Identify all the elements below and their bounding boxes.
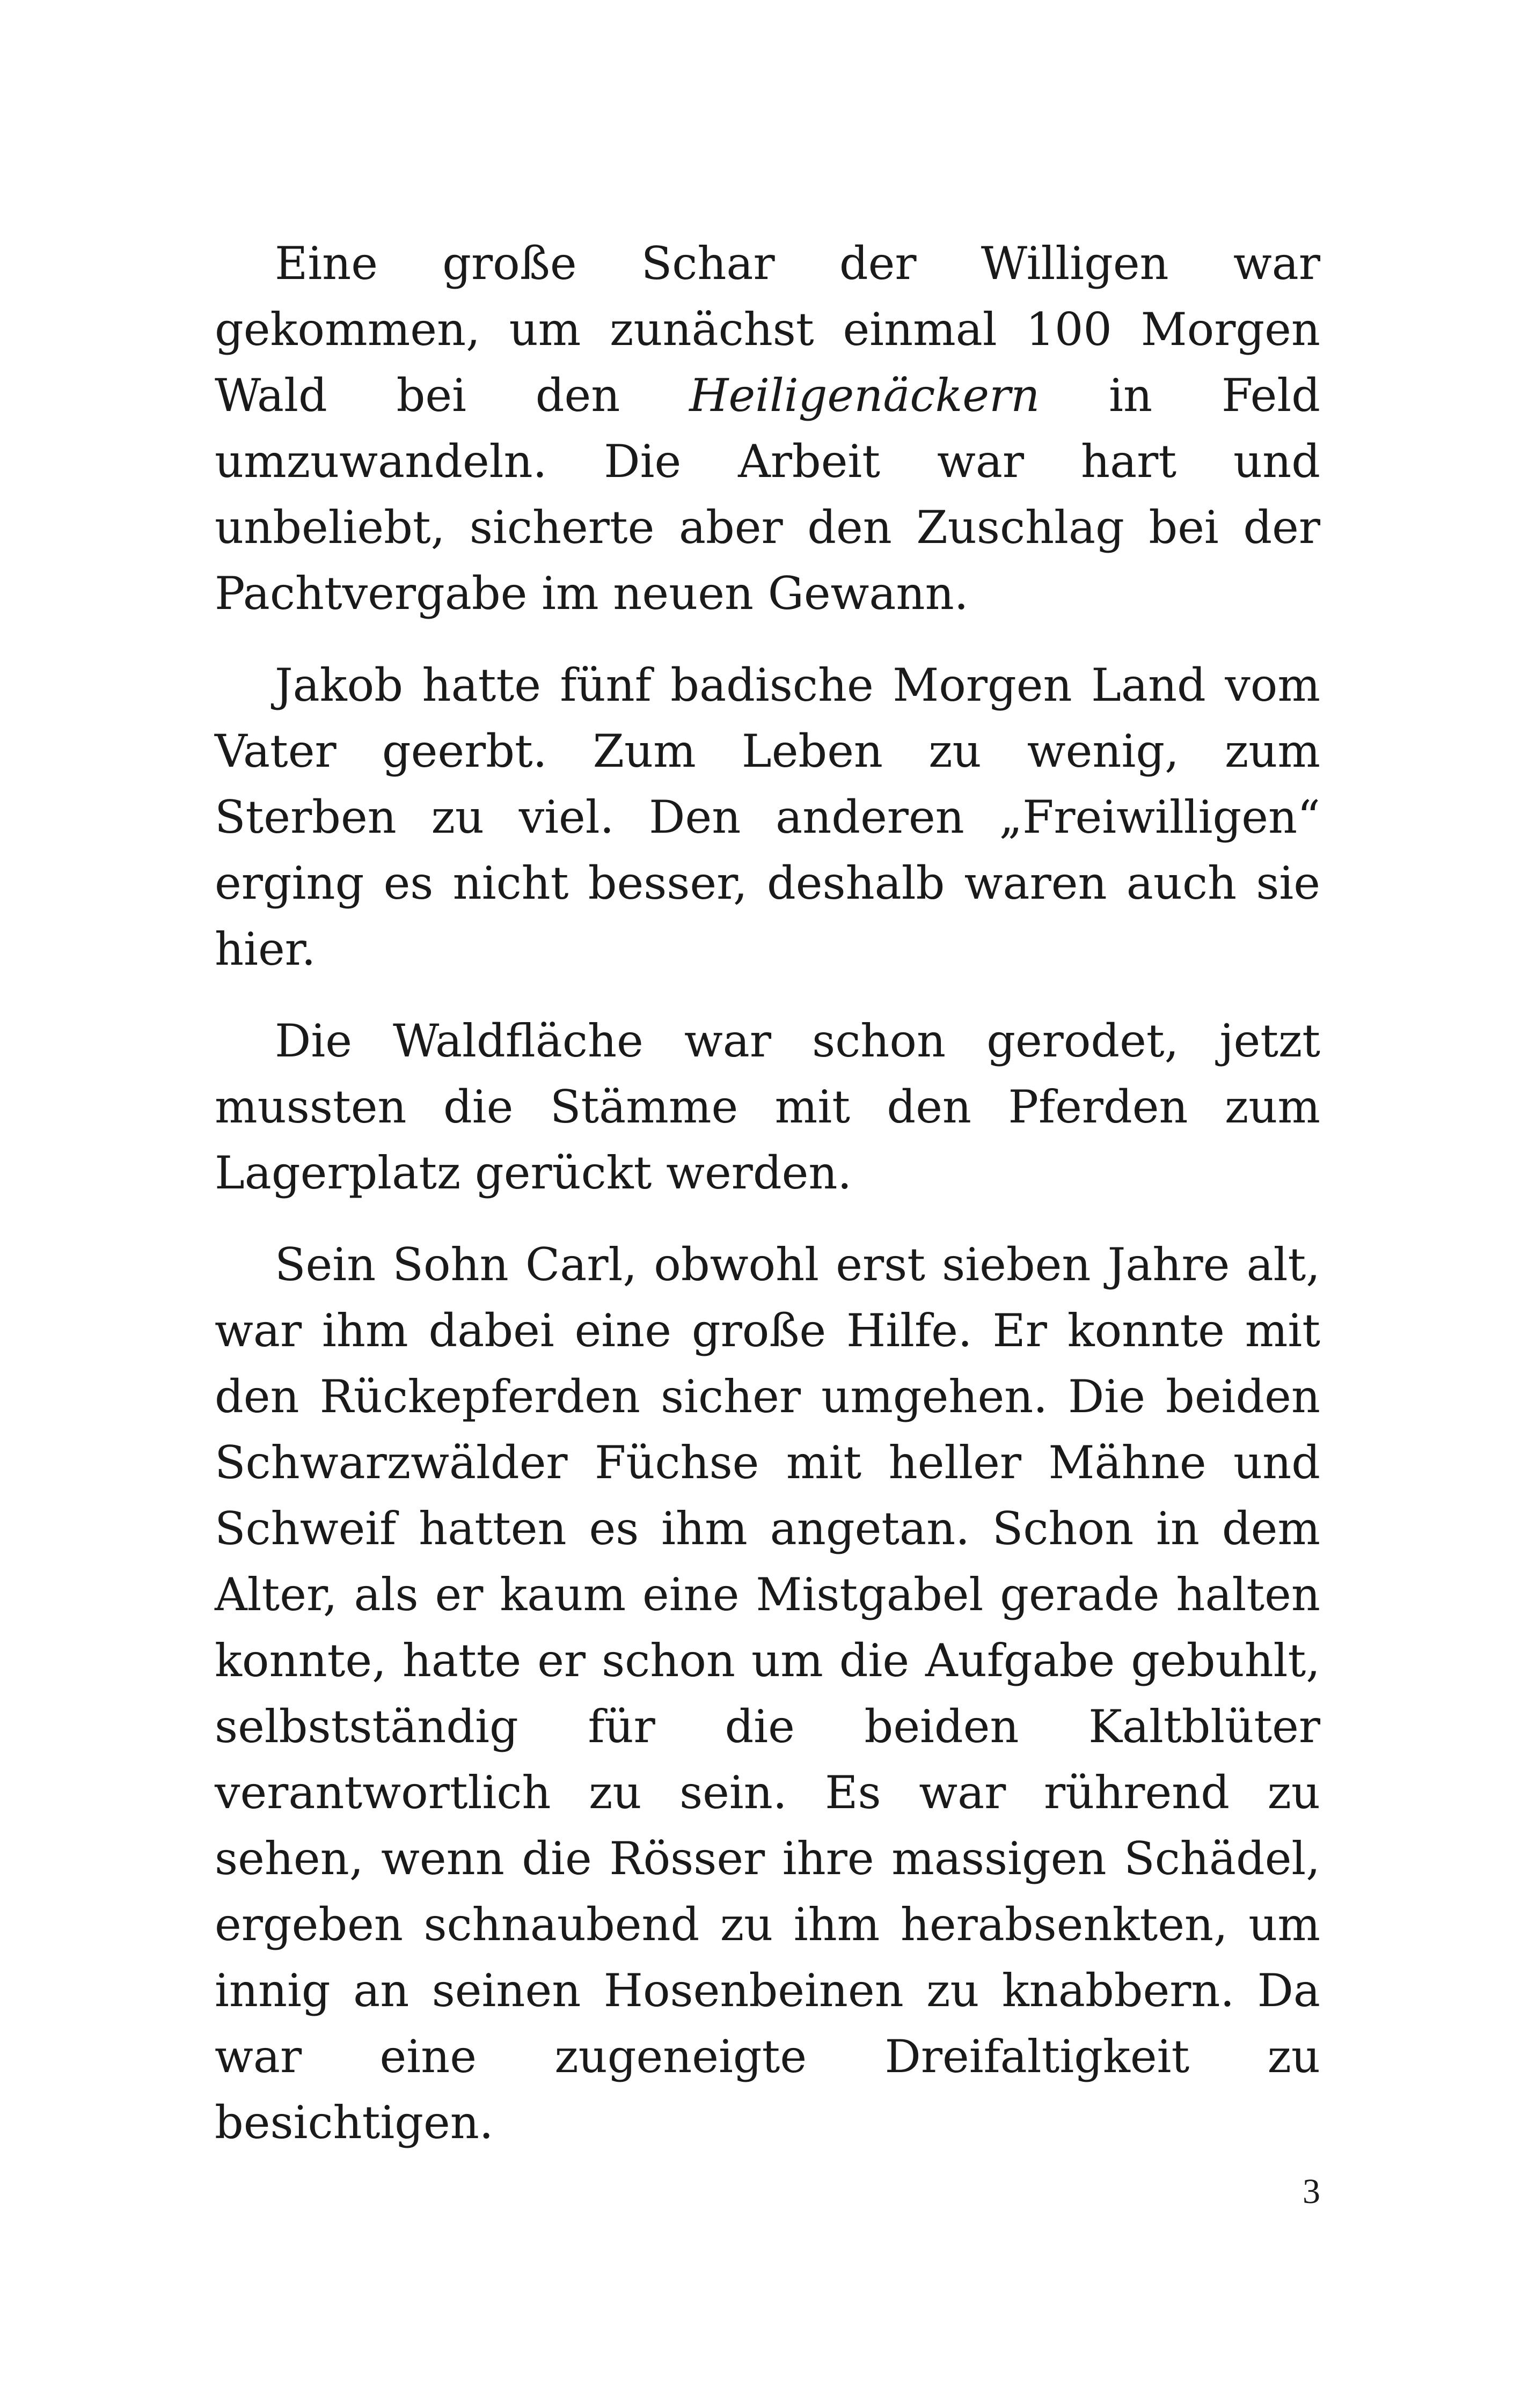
page-number: 3 [1303,2172,1320,2211]
paragraph-1-start: Eine große Schar der Willigen war gekommen, um zunächst einmal 100 Morgen Wald bei den [215,237,1320,422]
place-name-emphasis: Heiligenäckern [689,369,1040,422]
paragraph-2: Jakob hatte fünf badische Morgen Land vom Vater geerbt. Zum Leben zu wenig, zum Sterben zu viel. Den anderen „Freiwilligen“ erging es nicht besser, deshalb waren auch sie hier. [215,659,1320,975]
paragraph-1 [215,231,1320,627]
paragraph-3: Die Waldfläche war schon gerodet, jetzt mussten die Stämme mit den Pferden zum Lagerplatz gerückt werden. [215,1015,1320,1199]
body-text [215,231,1320,2182]
paragraph-1-end: in Feld umzuwandeln. Die Arbeit war hart und unbeliebt, sicherte aber den Zuschlag bei der Pachtvergabe im neuen Gewann. [215,369,1320,620]
paragraph-4: Sein Sohn Carl, obwohl erst sieben Jahre alt, war ihm dabei eine große Hilfe. Er konnte mit den Rückepferden sicher umgehen. Die beiden Schwarzwälder Füchse mit heller Mähne und Schweif hatten es ihm angetan. Schon in dem Alter, als er kaum eine Mistgabel gerade halten konnte, hatte er schon um die Aufgabe gebuhlt, selbstständig für die beiden Kaltblüter verantwortlich zu sein. Es war rührend zu sehen, wenn die Rösser ihre massigen Schädel, ergeben schnaubend zu ihm herabsenkten, um innig an seinen Hosenbeinen zu knabbern. Da war eine zugeneigte Dreifaltigkeit zu besichtigen. [215,1238,1320,2149]
